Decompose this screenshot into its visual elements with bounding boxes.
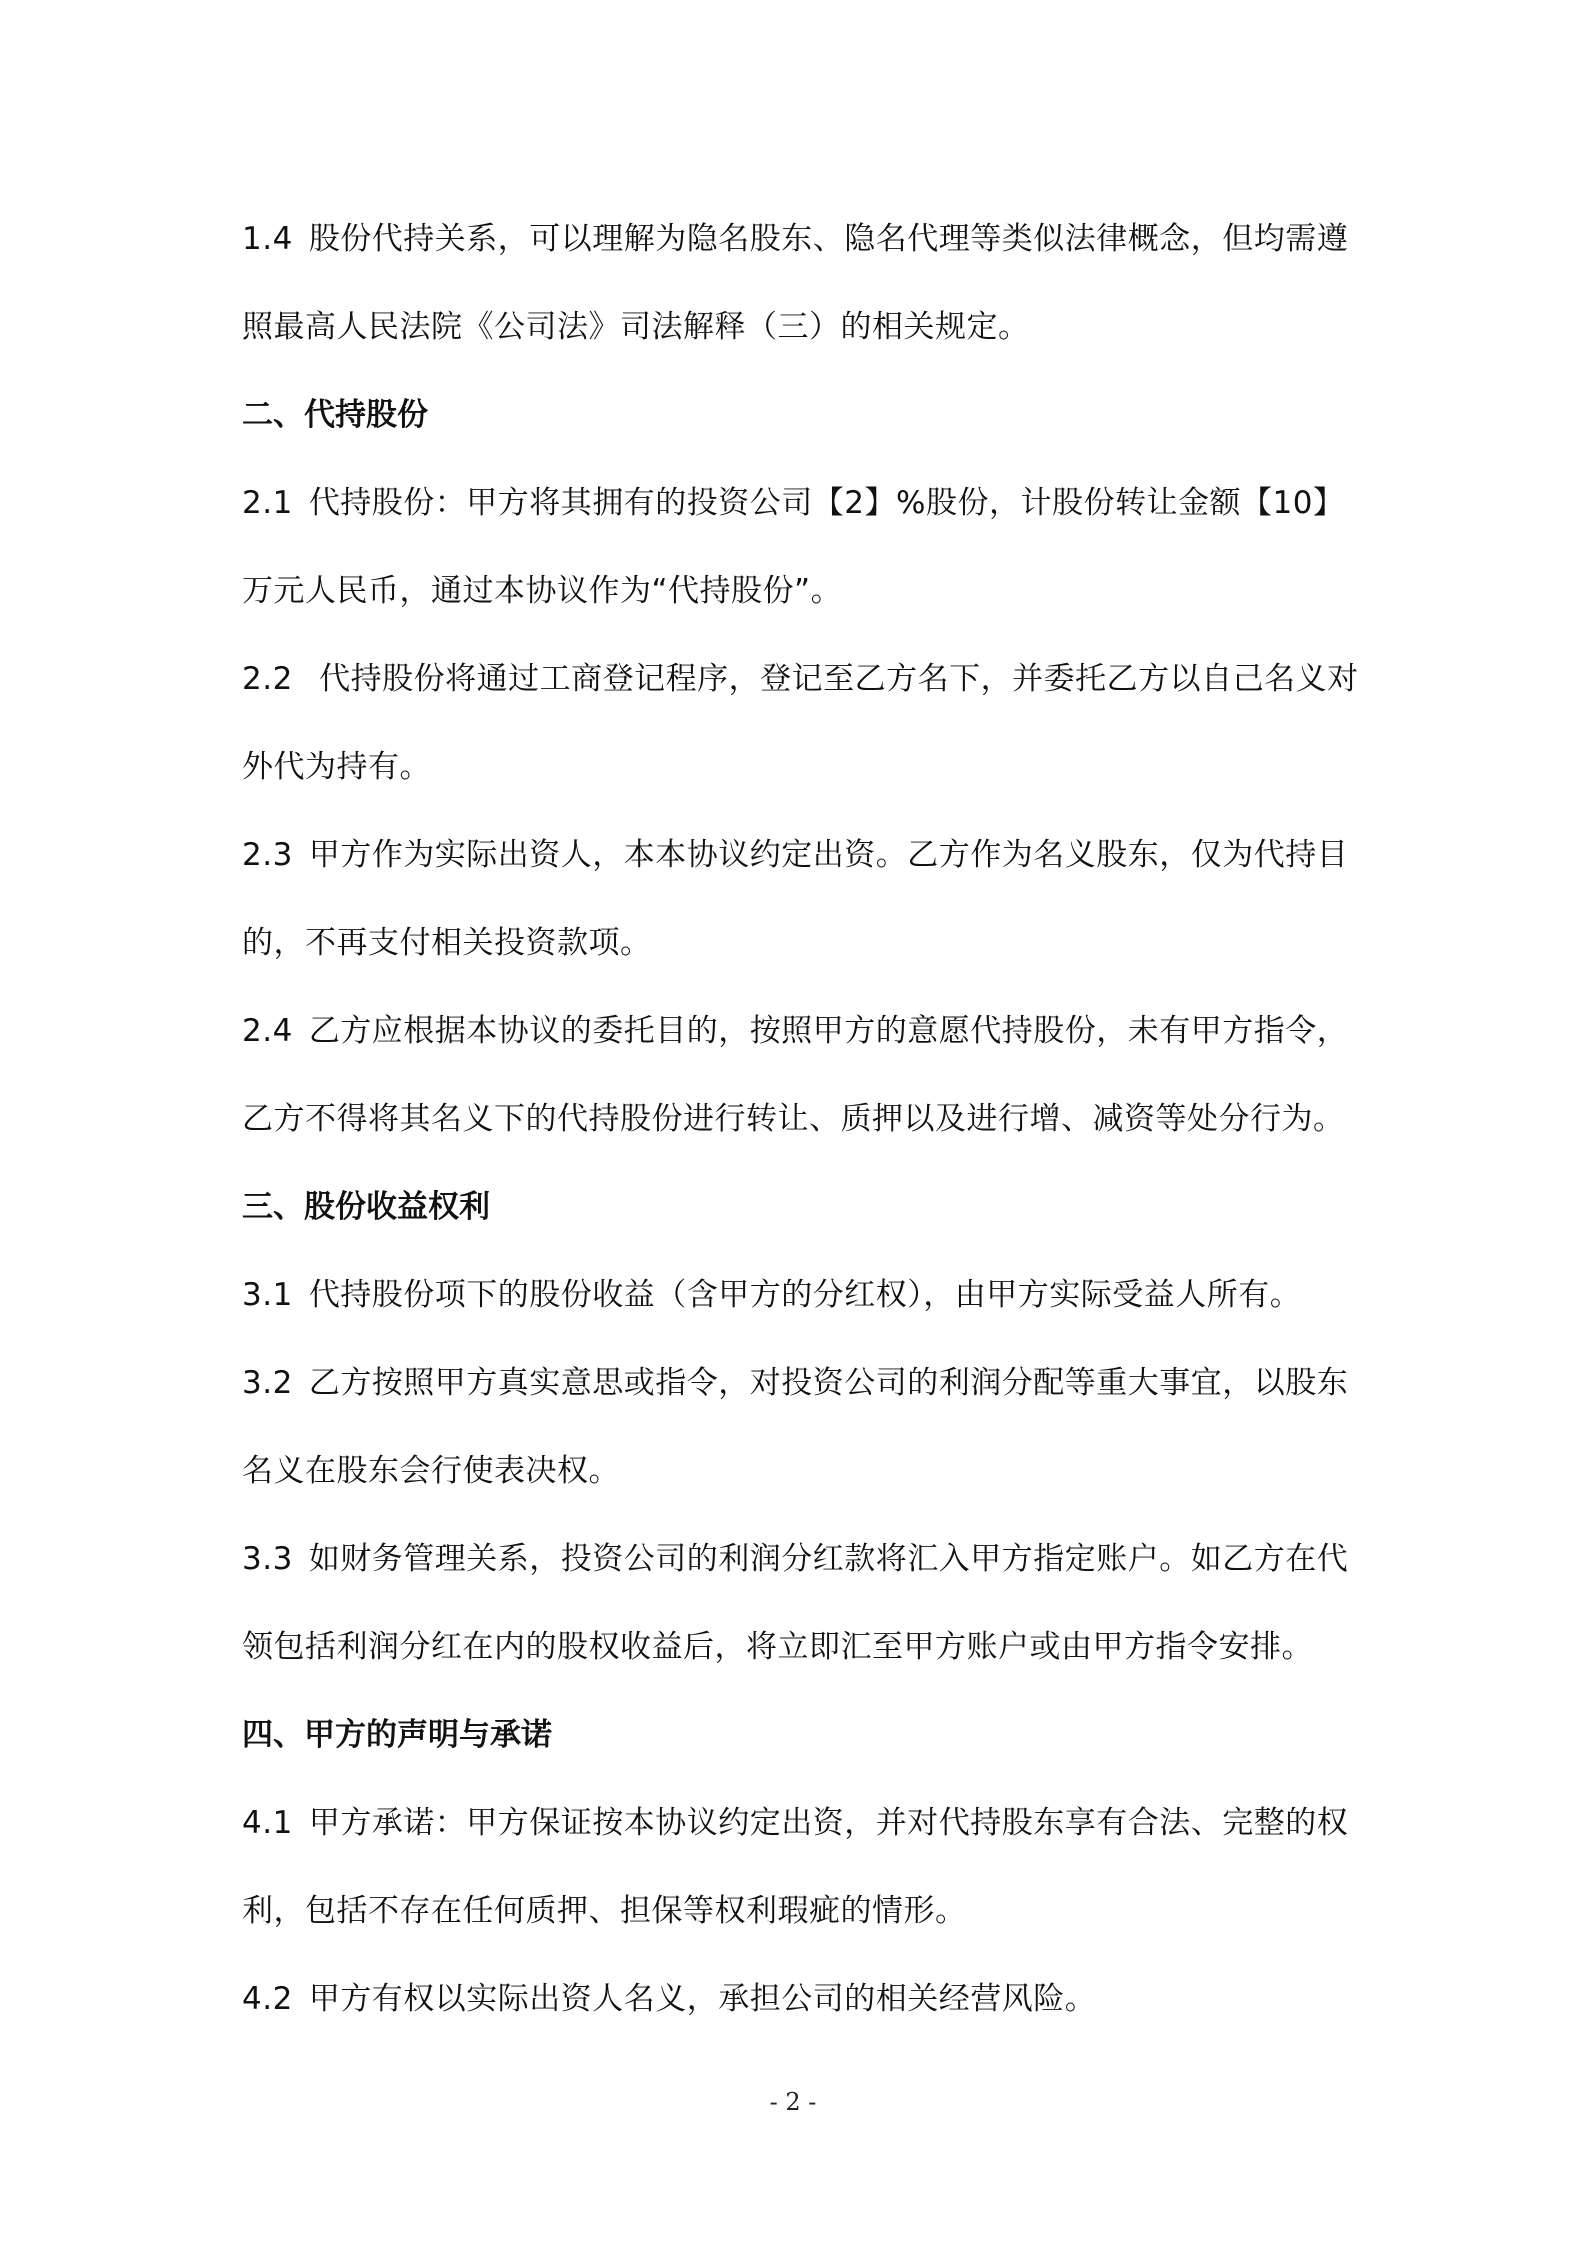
clause-number: 2.1: [242, 485, 293, 521]
section-heading-4: 四、甲方的声明与承诺: [242, 1717, 552, 1753]
clause-1-4: [242, 195, 1362, 371]
clause-text: 代持股份项下的股份收益（含甲方的分红权），由甲方实际受益人所有。: [308, 1277, 1302, 1313]
clause-text: 如财务管理关系，投资公司的利润分红款将汇入甲方指定账户。如乙方在代领包括利润分红在内的股权收益后，将立即汇至甲方账户或由甲方指令安排。: [242, 1541, 1349, 1665]
section-heading-2: 二、代持股份: [242, 397, 428, 433]
clause-2-1: [242, 459, 1362, 635]
clause-4-2: [242, 1955, 1362, 2043]
clause-number: 3.2: [242, 1365, 293, 1401]
clause-4-1: [242, 1779, 1362, 1955]
clause-number: 3.3: [242, 1541, 293, 1577]
clause-number: 2.2: [242, 661, 293, 697]
clause-text: 甲方有权以实际出资人名义，承担公司的相关经营风险。: [308, 1981, 1097, 2017]
clause-3-3: [242, 1515, 1362, 1691]
clause-text: 乙方按照甲方真实意思或指令，对投资公司的利润分配等重大事宜，以股东名义在股东会行使表决权。: [242, 1365, 1349, 1489]
clause-3-2: [242, 1339, 1362, 1515]
clause-2-3: [242, 811, 1362, 987]
clause-number: 4.2: [242, 1981, 293, 2017]
clause-2-2: [242, 635, 1362, 811]
clause-text: 代持股份将通过工商登记程序，登记至乙方名下，并委托乙方以自己名义对外代为持有。: [242, 661, 1359, 785]
page-number: - 2 -: [769, 2088, 817, 2116]
clause-number: 4.1: [242, 1805, 293, 1841]
clause-text: 股份代持关系，可以理解为隐名股东、隐名代理等类似法律概念，但均需遵照最高人民法院《公司法》司法解释（三）的相关规定。: [242, 221, 1349, 345]
clause-text: 甲方承诺：甲方保证按本协议约定出资，并对代持股东享有合法、完整的权利，包括不存在任何质押、担保等权利瑕疵的情形。: [242, 1805, 1349, 1929]
section-heading-3: 三、股份收益权利: [242, 1189, 490, 1225]
clause-number: 2.4: [242, 1013, 293, 1049]
clause-text: 甲方作为实际出资人，本本协议约定出资。乙方作为名义股东，仅为代持目的，不再支付相关投资款项。: [242, 837, 1349, 961]
document-body: [242, 195, 1362, 2043]
clause-number: 2.3: [242, 837, 293, 873]
clause-text: 乙方应根据本协议的委托目的，按照甲方的意愿代持股份，未有甲方指令，乙方不得将其名义下的代持股份进行转让、质押以及进行增、减资等处分行为。: [242, 1013, 1349, 1137]
clause-3-1: [242, 1251, 1362, 1339]
clause-2-4: [242, 987, 1362, 1163]
clause-number: 3.1: [242, 1277, 293, 1313]
clause-number: 1.4: [242, 221, 293, 257]
clause-text: 代持股份：甲方将其拥有的投资公司【2】%股份，计股份转让金额【10】万元人民币，通过本协议作为“代持股份”。: [242, 485, 1345, 609]
